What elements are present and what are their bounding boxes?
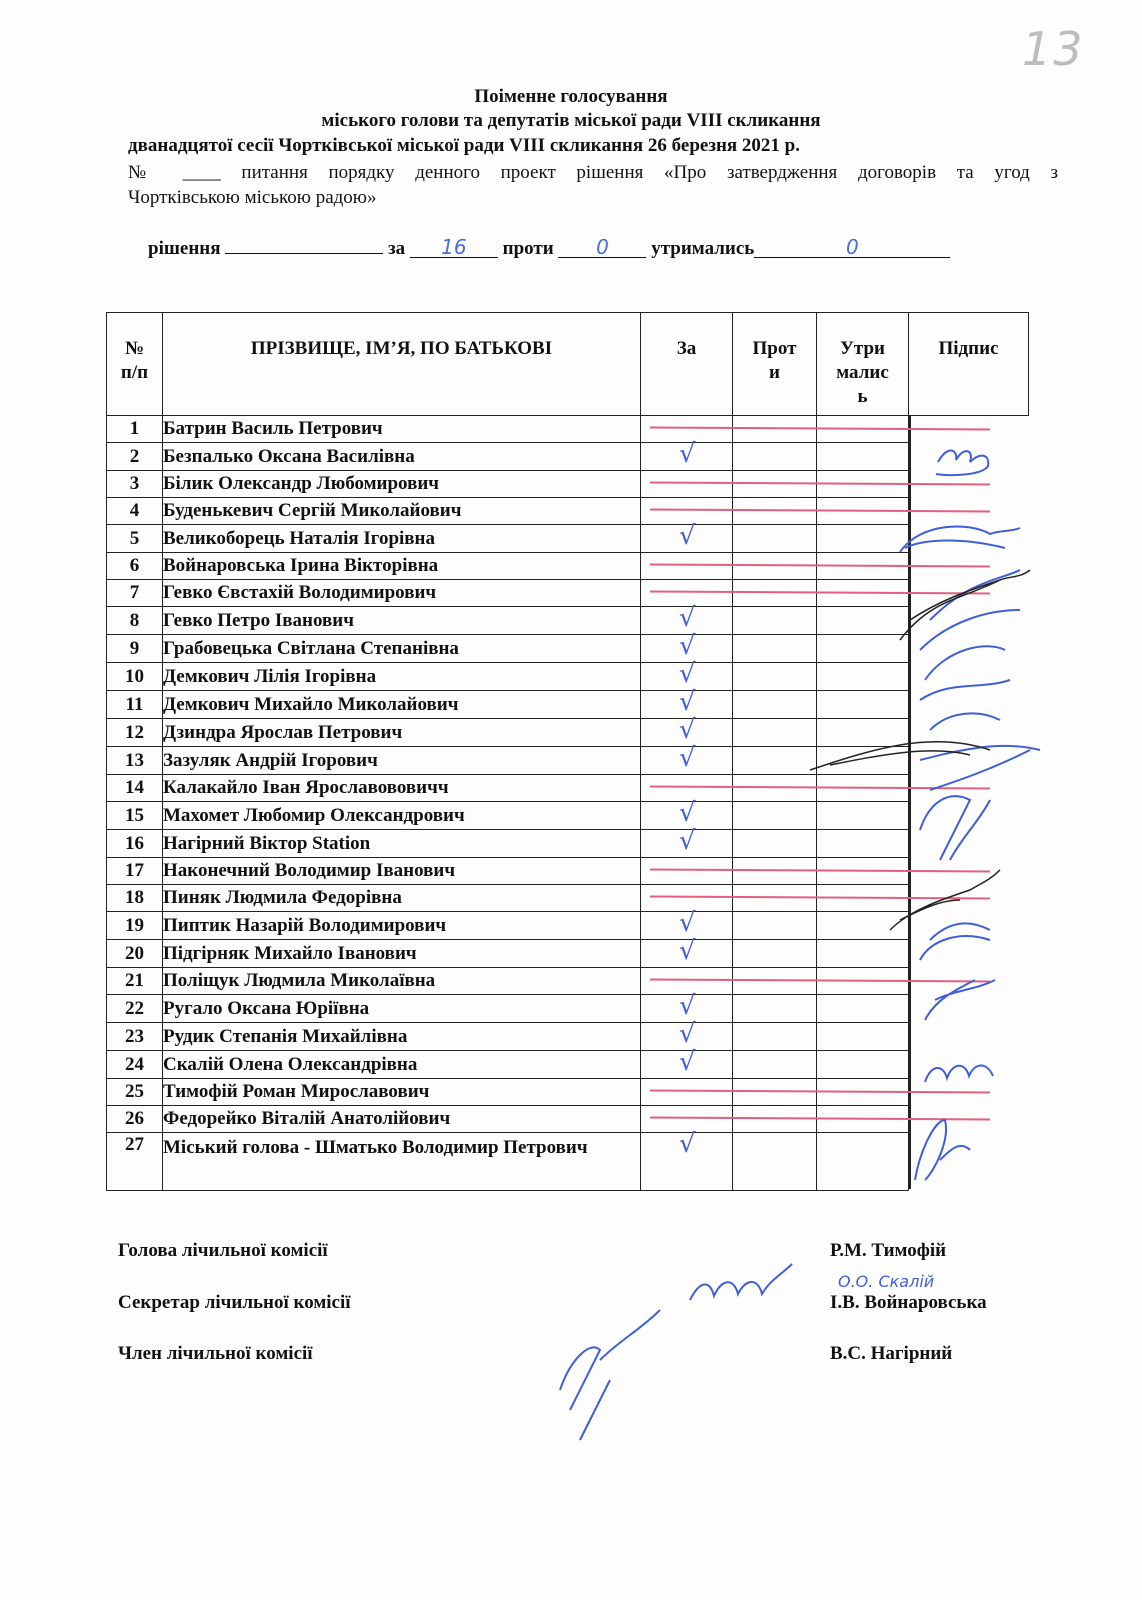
row-number: 27 — [107, 1133, 163, 1191]
table-row — [107, 663, 1029, 691]
row-vote-abstained — [817, 830, 909, 858]
row-name: Тимофій Роман Мирославович — [163, 1079, 641, 1106]
row-vote-against — [733, 968, 817, 995]
row-name: Махомет Любомир Олександрович — [163, 802, 641, 830]
row-signature — [909, 553, 911, 581]
checkmark-icon: √ — [679, 798, 696, 828]
row-name: Міський голова - Шматько Володимир Петрович — [163, 1133, 641, 1191]
header-name: ПРІЗВИЩЕ, ІМ’Я, ПО БАТЬКОВІ — [163, 313, 641, 416]
row-vote-against — [733, 443, 817, 471]
row-vote-abstained — [817, 498, 909, 525]
row-vote-abstained — [817, 1051, 909, 1079]
agenda-question-continued: Чортківською міською радою» — [128, 187, 377, 208]
page-number: 13 — [1022, 22, 1085, 76]
row-vote-for — [641, 1047, 733, 1079]
row-signature — [909, 995, 911, 1023]
row-name: Великоборець Наталія Ігорівна — [163, 525, 641, 553]
row-number: 13 — [107, 747, 163, 775]
row-signature — [909, 858, 911, 886]
row-name: Демкович Михайло Миколайович — [163, 691, 641, 719]
row-name: Буденькевич Сергій Миколайович — [163, 498, 641, 525]
table-row — [107, 719, 1029, 747]
table-row — [107, 691, 1029, 719]
row-signature — [909, 416, 911, 444]
row-vote-abstained — [817, 1023, 909, 1051]
abstained-label: утримались — [651, 238, 755, 259]
document-subtitle: міського голови та депутатів міської ради VIII скликання — [321, 110, 821, 131]
row-name: Батрин Василь Петрович — [163, 416, 641, 443]
checkmark-icon: √ — [679, 687, 696, 717]
row-vote-for — [641, 1079, 733, 1106]
checkmark-icon: √ — [679, 603, 696, 633]
checkmark-icon: √ — [679, 826, 696, 856]
checkmark-icon: √ — [679, 631, 696, 661]
row-vote-against — [733, 775, 817, 802]
row-number: 20 — [107, 940, 163, 968]
table-row — [107, 580, 1029, 607]
row-vote-against — [733, 940, 817, 968]
row-vote-against — [733, 580, 817, 607]
row-vote-abstained — [817, 995, 909, 1023]
row-vote-against — [733, 802, 817, 830]
row-number: 22 — [107, 995, 163, 1023]
table-row — [107, 968, 1029, 995]
row-vote-abstained — [817, 635, 909, 663]
row-signature — [909, 830, 911, 858]
checkmark-icon: √ — [679, 659, 696, 689]
table-row — [107, 525, 1029, 553]
row-vote-abstained — [817, 416, 909, 443]
row-vote-for — [641, 858, 733, 885]
row-vote-for — [641, 1129, 733, 1191]
header-abstained: Утри малис ь — [817, 313, 909, 416]
row-signature — [909, 940, 911, 968]
row-vote-abstained — [817, 802, 909, 830]
checkmark-icon: √ — [679, 521, 696, 551]
row-vote-abstained — [817, 525, 909, 553]
table-row — [107, 1133, 1029, 1191]
row-name: Безпалько Оксана Василівна — [163, 443, 641, 471]
row-vote-abstained — [817, 719, 909, 747]
row-number: 17 — [107, 858, 163, 885]
row-vote-against — [733, 1106, 817, 1133]
table-row — [107, 747, 1029, 775]
row-number: 12 — [107, 719, 163, 747]
row-name: Демкович Лілія Ігорівна — [163, 663, 641, 691]
for-label: за — [388, 238, 406, 259]
row-number: 6 — [107, 553, 163, 580]
row-signature — [909, 1106, 911, 1134]
row-vote-against — [733, 553, 817, 580]
row-name: Федорейко Віталій Анатолійович — [163, 1106, 641, 1133]
row-signature — [909, 580, 911, 608]
decision-blank — [225, 253, 383, 254]
checkmark-icon: √ — [679, 908, 696, 938]
row-name: Наконечний Володимир Іванович — [163, 858, 641, 885]
session-line: дванадцятої сесії Чортківської міської ради VIII скликання 26 березня 2021 р. — [128, 135, 800, 156]
row-vote-against — [733, 858, 817, 885]
commission-signatures — [560, 1264, 792, 1440]
row-number: 23 — [107, 1023, 163, 1051]
table-row — [107, 471, 1029, 498]
row-number: 19 — [107, 912, 163, 940]
table-row — [107, 802, 1029, 830]
row-name: Скалій Олена Олександрівна — [163, 1051, 641, 1079]
row-signature — [909, 525, 911, 553]
abstained-value: 0 — [754, 237, 950, 258]
row-vote-for — [641, 521, 733, 553]
row-signature — [909, 885, 911, 913]
row-vote-for — [641, 439, 733, 471]
row-vote-against — [733, 1023, 817, 1051]
row-signature — [909, 1051, 911, 1079]
checkmark-icon: √ — [679, 1019, 696, 1049]
table-row — [107, 1023, 1029, 1051]
row-vote-against — [733, 471, 817, 498]
row-name: Гевко Петро Іванович — [163, 607, 641, 635]
row-vote-abstained — [817, 1079, 909, 1106]
vote-result — [148, 237, 950, 260]
row-vote-abstained — [817, 691, 909, 719]
row-signature — [909, 912, 911, 940]
row-vote-abstained — [817, 747, 909, 775]
row-number: 21 — [107, 968, 163, 995]
row-vote-abstained — [817, 580, 909, 607]
row-signature — [909, 775, 911, 803]
row-signature — [909, 968, 911, 996]
signature-member — [560, 1310, 660, 1440]
table-row — [107, 858, 1029, 885]
row-vote-abstained — [817, 471, 909, 498]
row-vote-against — [733, 1051, 817, 1079]
row-vote-against — [733, 830, 817, 858]
row-signature — [909, 747, 911, 775]
member-label: Член лічильної комісії — [118, 1343, 313, 1364]
table-row — [107, 940, 1029, 968]
row-vote-against — [733, 663, 817, 691]
row-number: 18 — [107, 885, 163, 912]
table-row — [107, 885, 1029, 912]
table-row — [107, 1051, 1029, 1079]
row-number: 16 — [107, 830, 163, 858]
row-signature — [909, 443, 911, 471]
row-vote-against — [733, 747, 817, 775]
row-name: Рудик Степанія Михайлівна — [163, 1023, 641, 1051]
row-name: Нагірний Віктор Station — [163, 830, 641, 858]
checkmark-icon: √ — [679, 715, 696, 745]
row-name: Грабовецька Світлана Степанівна — [163, 635, 641, 663]
row-vote-abstained — [817, 775, 909, 802]
row-signature — [909, 719, 911, 747]
row-number: 2 — [107, 443, 163, 471]
table-row — [107, 498, 1029, 525]
row-vote-against — [733, 607, 817, 635]
checkmark-icon: √ — [679, 1047, 696, 1077]
row-vote-against — [733, 1133, 817, 1191]
header-num: № п/п — [107, 313, 163, 416]
secretary-name: І.В. Войнаровська — [830, 1292, 987, 1313]
row-vote-against — [733, 416, 817, 443]
table-row — [107, 775, 1029, 802]
row-name: Білик Олександр Любомирович — [163, 471, 641, 498]
row-vote-against — [733, 525, 817, 553]
agenda-question: № ____ питання порядку денного проект рішення «Про затвердження договорів та угод з — [128, 162, 1058, 183]
row-number: 14 — [107, 775, 163, 802]
member-name: В.С. Нагірний — [830, 1343, 953, 1364]
row-number: 25 — [107, 1079, 163, 1106]
row-vote-abstained — [817, 912, 909, 940]
row-vote-abstained — [817, 940, 909, 968]
row-number: 11 — [107, 691, 163, 719]
table-row — [107, 1106, 1029, 1133]
row-name: Калакайло Іван Ярославововичч — [163, 775, 641, 802]
row-number: 7 — [107, 580, 163, 607]
signature-secretary — [690, 1264, 792, 1300]
table-row — [107, 912, 1029, 940]
row-vote-against — [733, 498, 817, 525]
document-title: Поіменне голосування — [474, 86, 668, 107]
row-number: 8 — [107, 607, 163, 635]
row-vote-abstained — [817, 885, 909, 912]
row-name: Зазуляк Андрій Ігорович — [163, 747, 641, 775]
row-vote-against — [733, 1079, 817, 1106]
vote-table — [106, 312, 1029, 1191]
chair-name: Р.М. Тимофій — [830, 1240, 947, 1261]
decision-label: рішення — [148, 238, 221, 259]
checkmark-icon: √ — [679, 991, 696, 1021]
header-against: Прот и — [733, 313, 817, 416]
row-signature — [909, 635, 911, 663]
row-vote-abstained — [817, 443, 909, 471]
checkmark-icon: √ — [679, 743, 696, 773]
row-vote-for — [641, 936, 733, 968]
row-vote-for — [641, 553, 733, 580]
row-vote-abstained — [817, 1106, 909, 1133]
row-name: Пиняк Людмила Федорівна — [163, 885, 641, 912]
row-vote-against — [733, 719, 817, 747]
table-row — [107, 1079, 1029, 1106]
row-number: 4 — [107, 498, 163, 525]
row-name: Поліщук Людмила Миколаївна — [163, 968, 641, 995]
table-row — [107, 443, 1029, 471]
table-row — [107, 830, 1029, 858]
table-row — [107, 995, 1029, 1023]
row-vote-against — [733, 691, 817, 719]
row-vote-abstained — [817, 1133, 909, 1191]
secretary-label: Секретар лічильної комісії — [118, 1292, 351, 1313]
row-name: Дзиндра Ярослав Петрович — [163, 719, 641, 747]
checkmark-icon: √ — [679, 439, 696, 469]
row-number: 10 — [107, 663, 163, 691]
row-name: Підгірняк Михайло Іванович — [163, 940, 641, 968]
row-vote-for — [641, 471, 733, 498]
table-row — [107, 635, 1029, 663]
row-vote-abstained — [817, 968, 909, 995]
header-signature: Підпис — [909, 313, 1029, 416]
row-vote-against — [733, 912, 817, 940]
row-number: 5 — [107, 525, 163, 553]
row-signature — [909, 471, 911, 499]
row-vote-against — [733, 995, 817, 1023]
row-number: 3 — [107, 471, 163, 498]
checkmark-icon: √ — [679, 1129, 696, 1159]
row-name: Гевко Євстахій Володимирович — [163, 580, 641, 607]
row-signature — [909, 1079, 911, 1107]
row-signature — [909, 498, 911, 526]
row-number: 15 — [107, 802, 163, 830]
row-number: 24 — [107, 1051, 163, 1079]
for-value: 16 — [410, 237, 498, 258]
row-signature — [909, 663, 911, 691]
checkmark-icon: √ — [679, 936, 696, 966]
header-for: За — [641, 313, 733, 416]
row-signature — [909, 1133, 911, 1189]
against-value: 0 — [558, 237, 646, 258]
row-number: 9 — [107, 635, 163, 663]
secretary-handwritten: О.О. Скалій — [838, 1272, 935, 1291]
row-vote-abstained — [817, 663, 909, 691]
table-row — [107, 607, 1029, 635]
row-vote-against — [733, 885, 817, 912]
row-name: Войнаровська Ірина Вікторівна — [163, 553, 641, 580]
row-signature — [909, 1023, 911, 1051]
row-number: 26 — [107, 1106, 163, 1133]
row-signature — [909, 691, 911, 719]
table-header-row — [107, 313, 1029, 416]
row-signature — [909, 607, 911, 635]
row-vote-against — [733, 635, 817, 663]
row-vote-for — [641, 826, 733, 858]
row-vote-abstained — [817, 607, 909, 635]
row-name: Пиптик Назарій Володимирович — [163, 912, 641, 940]
row-vote-abstained — [817, 858, 909, 885]
row-vote-for — [641, 743, 733, 775]
against-label: проти — [502, 238, 554, 259]
chair-label: Голова лічильної комісії — [118, 1240, 328, 1261]
table-row — [107, 553, 1029, 580]
row-name: Ругало Оксана Юріївна — [163, 995, 641, 1023]
row-number: 1 — [107, 416, 163, 443]
row-signature — [909, 802, 911, 830]
table-row — [107, 416, 1029, 443]
row-vote-abstained — [817, 553, 909, 580]
